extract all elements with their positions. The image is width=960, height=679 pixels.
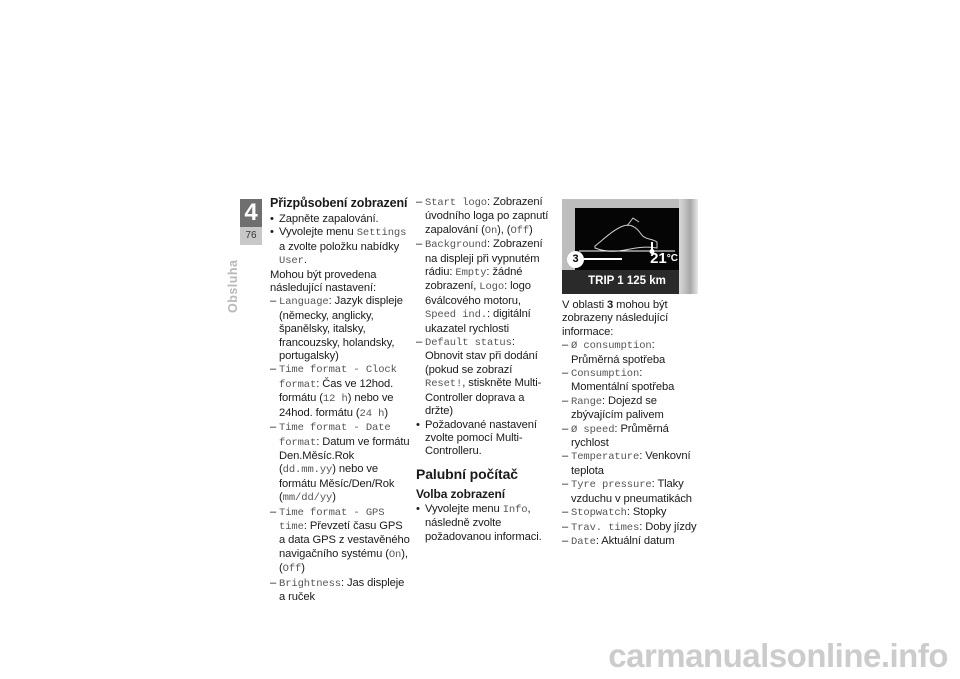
info-avg-speed: – Ø speed: Průměrná rychlost	[562, 423, 702, 451]
info-travel-times: – Trav. times: Doby jízdy	[562, 521, 702, 535]
info-stopwatch: – Stopwatch: Stopky	[562, 506, 702, 520]
setting-default-status: – Default status: Obnovit stav při dodání (pokud se zobrazí Reset!, stiskněte Multi-Controller doprava a držte)	[416, 336, 554, 418]
info-list	[562, 339, 702, 549]
display-bezel	[679, 199, 698, 294]
callout-line	[584, 258, 622, 260]
section-title-display: Přizpůsobení zobrazení	[270, 196, 408, 210]
column-3	[562, 299, 702, 549]
column-1	[270, 196, 410, 604]
info-avg-consumption: – Ø consumption: Průměrná spotřeba	[562, 339, 702, 367]
info-tyre-pressure: – Tyre pressure: Tlaky vzduchu v pneumatikách	[562, 478, 702, 506]
settings-list-continued	[416, 196, 554, 419]
step-select-setting: • Požadované nastavení zvolte pomocí Multi-Controlleru.	[416, 419, 554, 459]
step-list	[270, 213, 410, 269]
info-intro: V oblasti 3 mohou být zobrazeny následující informace:	[562, 299, 669, 338]
column-2	[416, 196, 554, 544]
info-range: – Range: Dojezd se zbývajícím palivem	[562, 395, 702, 423]
chapter-tab	[240, 199, 262, 245]
step-list-2	[416, 419, 554, 459]
settings-list	[270, 295, 410, 604]
setting-language: – Language: Jazyk displeje (německy, anglicky, španělsky, italsky, francouzsky, holandsky, portugalsky)	[270, 295, 410, 363]
step-ignition: • Zapněte zapalování.	[270, 213, 410, 226]
trip-readout: TRIP 1 125 km	[588, 275, 666, 287]
setting-background: – Background: Zobrazení na displeji při vypnutém rádiu: Empty: žádné zobrazení, Logo: logo 6válcového motoru, Speed ind.: digitální ukazatel rychlosti	[416, 238, 554, 336]
callout-marker: 3	[567, 251, 584, 268]
setting-gps-time: – Time format - GPS time: Převzetí času GPS a data GPS z vestavěného navigačního systému (On), (Off)	[270, 506, 410, 577]
subsection-title: Volba zobrazení	[416, 486, 505, 501]
page-number: 76	[245, 230, 257, 241]
temperature-readout: 21°C	[650, 250, 678, 267]
section-title-computer: Palubní počítač	[416, 465, 518, 482]
setting-clock-format: – Time format - Clock format: Čas ve 12hod. formátu (12 h) nebo ve 24hod. formátu (24 h)	[270, 363, 410, 421]
setting-date-format: – Time format - Date format: Datum ve formátu Den.Měsíc.Rok (dd.mm.yy) nebo ve formátu Měsíc/Den/Rok (mm/dd/yy)	[270, 421, 410, 505]
section-side-label: Obsluha	[226, 259, 240, 313]
setting-start-logo: – Start logo: Zobrazení úvodního loga po zapnutí zapalování (On), (Off)	[416, 196, 554, 238]
step-open-menu: • Vyvolejte menu Settings a zvolte položku nabídky User.	[270, 226, 410, 268]
instrument-display-image	[562, 199, 698, 294]
settings-intro: Mohou být provedena následující nastavení:	[270, 268, 377, 295]
info-consumption: – Consumption: Momentální spotřeba	[562, 367, 702, 395]
watermark: carmanualsonline.info	[608, 637, 948, 674]
step-list-3	[416, 503, 554, 544]
info-temperature: – Temperature: Venkovní teplota	[562, 450, 702, 478]
step-open-info: • Vyvolejte menu Info, následně zvolte požadovanou informaci.	[416, 503, 554, 544]
setting-brightness: – Brightness: Jas displeje a ruček	[270, 577, 410, 605]
chapter-number: 4	[240, 199, 262, 227]
info-date: – Date: Aktuální datum	[562, 535, 702, 549]
